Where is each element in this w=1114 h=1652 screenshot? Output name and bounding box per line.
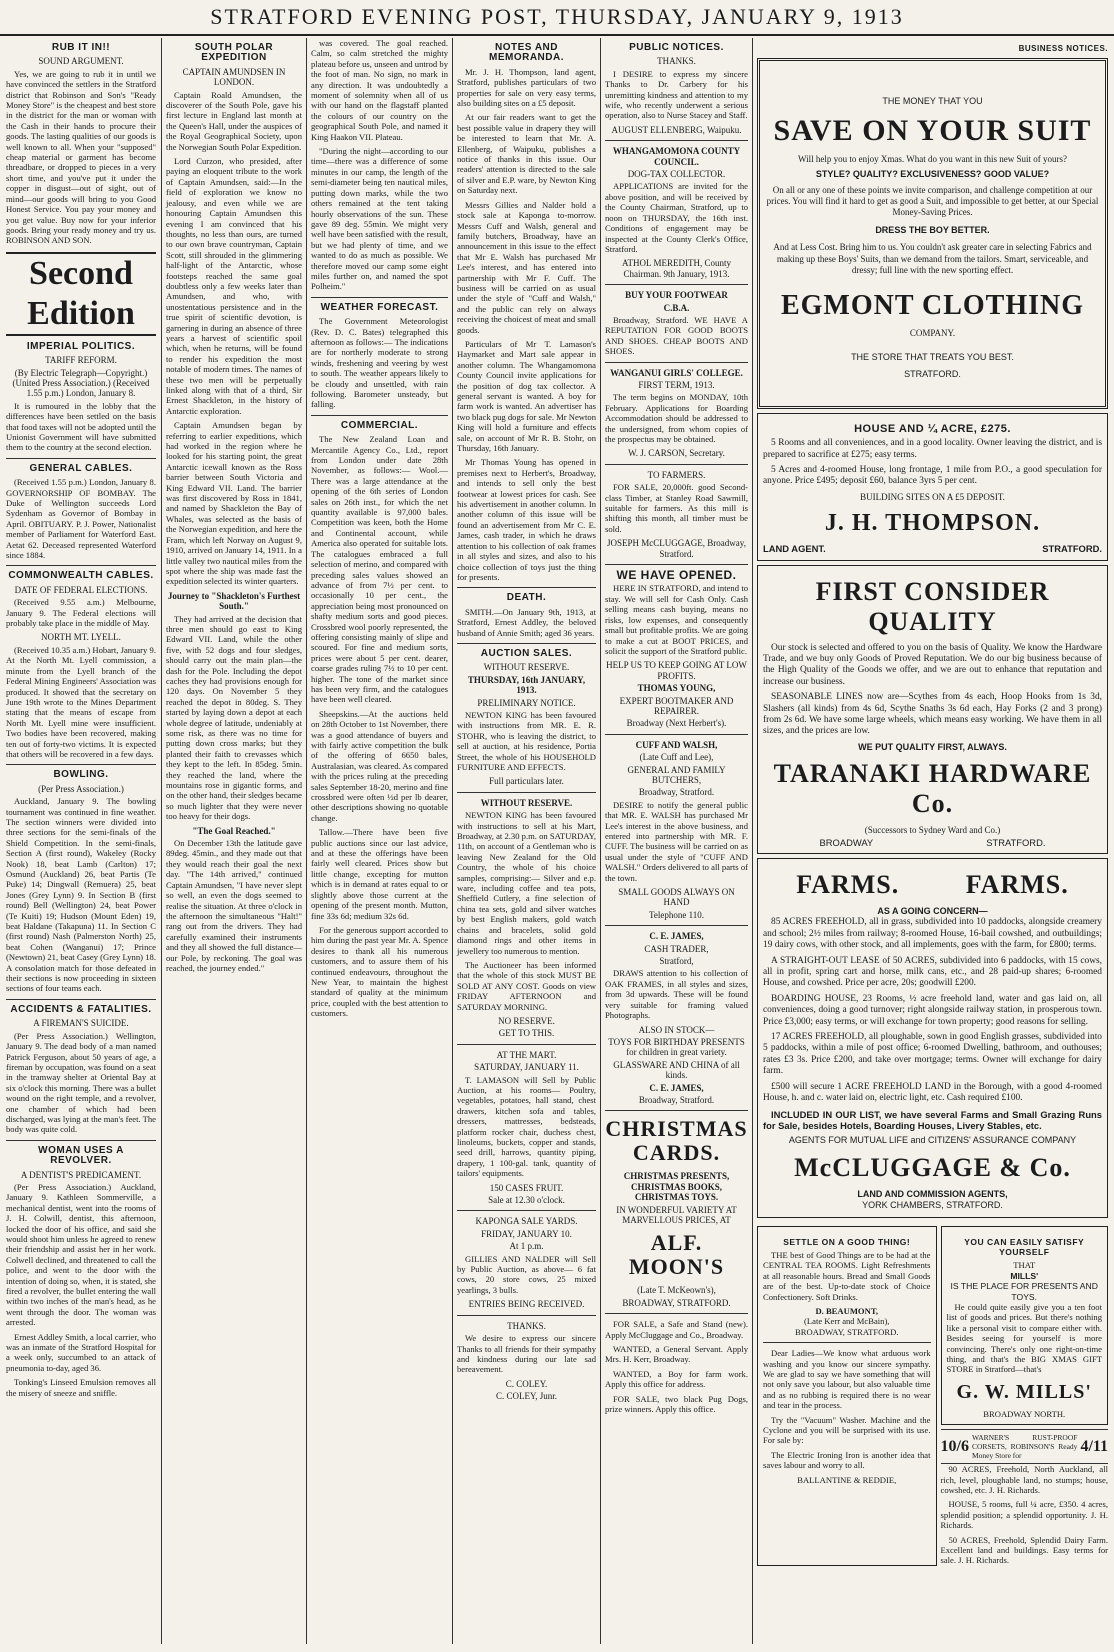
ad-line: W. J. CARSON, Secretary. (628, 448, 725, 459)
ad-line: Broadway, Stratford. (638, 787, 715, 798)
ad-line: AUGUST ELLENBERG, Waipuku. (611, 124, 742, 135)
ad-line: C.B.A. (663, 302, 690, 313)
ad-line: AT THE MART. (496, 1049, 557, 1060)
ad-line: THURSDAY, 16th JANUARY, 1913. (467, 674, 586, 696)
subheadline: CAPTAIN AMUNDSEN IN LONDON. (182, 66, 286, 88)
ad-line: TOYS FOR BIRTHDAY PRESENTS for children in great variety. (608, 1036, 745, 1058)
ad-line: ALSO IN STOCK— (638, 1024, 715, 1035)
article-text: Lord Curzon, who presided, after paying an eloquent tribute to the work of Captain Amundsen, said:—In the field of exploration we know no jealousy, and even while we are honouring Captain Amundsen this evening I am convinced that his thoughts, no less than ours, are turned to our own brave countryman, Captain Scott, still shrouded in the glimmering half-light of the Antarctic, whose footsteps reached the same goal doubtless only a few weeks later than Amundsen, and who, with unostentatious persistence and in the true spirit of scientific devotion, is garnering in during an absence of three years a harvest of scientific spoil which, when he returns, will be found to render his expedition the most notable of modern times. The names of these two men will be perpetually linked along with that of a third, Sir Ernest Shackleton, in the history of Antarctic exploration. (166, 156, 302, 416)
ad-text: INCLUDED IN OUR LIST, we have several Farms and Small Grazing Runs for Sale, besides Hotels, Boarding Houses, Livery Stables, etc. (763, 1108, 1102, 1131)
ad-line: 150 CASES FRUIT. (489, 1182, 564, 1193)
subheadline: A DENTIST'S PREDICAMENT. (20, 1169, 142, 1180)
ad-line: TO FARMERS. (647, 469, 706, 480)
ad-text: BOARDING HOUSE, 23 Rooms, ½ acre freehold land, water and gas laid on, all conveniences, doing a good turnover; right alongside railway station, in prosperous town. Price £3,000; easy terms, or will exchange for town property; good reasons for selling. (763, 993, 1102, 1027)
taranaki-hardware-ad (757, 565, 1108, 854)
headline: COMMERCIAL. (340, 419, 419, 431)
ad-line: KAPONGA SALE YARDS. (475, 1216, 578, 1227)
ad-line: Broadway (Next Herbert's). (626, 718, 727, 729)
article-text: The New Zealand Loan and Mercantile Agency Co., Ltd., report from London under date 28th November, as follows:— Wool.—There was a large attendance at the opening of the 6th series of London sales on 26th inst., for which the net quantity available is 97,000 bales. Competition was keen, both the Home and Continental account, while America also operated for suitable lots. The catalogues embraced a full selection of merino, and compared with preceding sales values showed an advance of from 7½ per cent. to occasionally 10 per cent., the appreciation being most pronounced on shafty medium sorts and good pieces. Crossbred wool poorly represented, the offering consisting mainly of slipe and scoured. For fine and medium sorts, prices were about 5 per cent. dearer, coarse grades ruling 7½ to 10 per cent. higher. The tone of the market since has been very firm, and the catalogues have been well cleared. (311, 434, 448, 705)
article-text: Mr. J. H. Thompson, land agent, Stratford, publishes particulars of two properties for sale on very easy terms, also building sites on a £5 deposit. (457, 66, 596, 109)
ad-line: ENTRIES BEING RECEIVED. (468, 1299, 585, 1310)
ad-line: Will help you to enjoy Xmas. What do you want in this new Suit of yours? (798, 153, 1067, 164)
ad-text: £500 will secure 1 ACRE FREEHOLD LAND in the Borough, with a good 4-roomed House, h. and c. water laid on, electric light, etc. Cash required £100. (763, 1081, 1102, 1104)
ad-line: BUY YOUR FOOTWEAR (625, 290, 728, 301)
ad-line: AGENTS FOR MUTUAL LIFE and CITIZENS' ASSURANCE COMPANY (788, 1135, 1077, 1146)
article-text: (Per Press Association.) Wellington, January 9. The dead body of a man named Patrick Ferguson, about 50 years of age, a fireman by occupation, was found on a seat in the tramway shelter at Oriental Bay at six o'clock this morning. There was a bullet wound on the right temple, and a revolver, one chamber of which had been discharged, was lying at the man's feet. The body was quite cold. (6, 1030, 156, 1135)
article-text: It is rumoured in the lobby that the differences have been settled on the basis that food taxes will not be adopted until the Unionist Government will have submitted them to the country at the second election. (6, 400, 156, 453)
ad-line: HOUSE AND ¼ ACRE, £275. (854, 422, 1011, 435)
ad-text: He could quite easily give you a ten foot list of goods and prices. But there's nothing like a personal visit to compare either with. Besides seeing for yourself is more convincing. There's only one right-on-time thing, and that's the BIG XMAS GIFT STORE in Stratford—that's (946, 1301, 1102, 1375)
ad-line: And at Less Cost. Bring him to us. You couldn't ask greater care in selecting Fabrics and making up these Boys' Suits, than we demand from the tailors. Smart, serviceable, and dressy; full line with the new sporting effect. (773, 242, 1092, 276)
column-6 (753, 38, 1112, 1644)
ad-text: DESIRE to notify the general public that MR. E. WALSH has purchased Mr Lee's interest in the above business, and entered into partnership with MR. F. CUFF. The business will be carried on as usual under the style of "CUFF AND WALSH." Orders delivered to all parts of the town. (605, 799, 748, 883)
ad-text: We desire to express our sincere Thanks to all friends for their sympathy and kindness during our late sad bereavement. (457, 1333, 596, 1375)
ad-line: WITHOUT RESERVE. (483, 662, 570, 673)
headline: PUBLIC NOTICES. (629, 42, 724, 53)
ad-line: Broadway, Stratford. (638, 1094, 715, 1105)
mccluggage-farms-ad (757, 858, 1108, 1218)
article-text: Sheepskins.—At the auctions held on 28th October to 1st November, there was a good attendance of buyers and with fairly active competition the bulk of the offering of 6650 bales, Australasian, was cleared. As compared with the prices ruling at the preceding sales September 18-20, merino and fine crossbred were often ½d per lb dearer, other descriptions showing no quotable change. (311, 708, 448, 823)
ad-line: DOG-TAX COLLECTOR. (627, 169, 726, 180)
article-text: (Per Press Association.) Auckland, January 9. Kathleen Sommerville, a mechanical dentist, went into the rooms of J. H. Colwill, dentist, this afternoon, locked the door of his office, and said she would shoot him unless he agreed to renew their friendship and assist her in her work. Colwell declined, and threatened to call the police, and went to the door with the intention of doing so, when, it is stated, she fired a revolver, the bullet entering the wall within two inches of the man's head, as he went through the door. The woman was arrested. (6, 1181, 156, 1328)
egmont-clothing-ad (757, 58, 1108, 408)
ad-line: Telephone 110. (648, 909, 705, 920)
ad-line: GET TO THIS. (498, 1028, 555, 1039)
ad-line: (Late T. McKeown's), (637, 1285, 716, 1296)
article-text: Captain Amundsen began by referring to earlier expeditions, which had worked in the region where he looked for his starting point, the great Antarctic icewall known as the Ross barrier between South Victoria and King Edward VII. Land. The barrier was first discovered by Ross in 1841, and named by Shackleton the Bay of Whales, was selected as the basis of the Norwegian expedition, and here the Fram, which left Norway on August 9, 1910, arrived on January 14, 1911. In a little valley two nautical miles from the spot where the ship was made fast the expedition selected its winter quarters. (166, 420, 302, 587)
ad-title: FARMS. (965, 870, 1069, 899)
headline: RUB IT IN!! (51, 42, 111, 53)
ad-text: DRAWS attention to his collection of OAK FRAMES, in all styles and sizes, from 3d upwards. These will be found very suitable for framing valued Photographs. (605, 968, 748, 1021)
ad-title: J. H. THOMPSON. (824, 510, 1041, 537)
ad-line: THE MONEY THAT YOU (882, 96, 983, 107)
ad-text: I DESIRE to express my sincere Thanks to Dr. Carbery for his unremitting kindness and attention to my wife, who recently underwent a serious operation, also to Nurse Stacey and Staff. (605, 68, 748, 121)
subheadline: SOUND ARGUMENT. (38, 56, 124, 67)
article-text: (Received 9.55 a.m.) Melbourne, January 9. The Federal elections will probably take place in the middle of May. (6, 597, 156, 629)
article-text: Ernest Addley Smith, a local carrier, who was an inmate of the Stratford Hospital for a week only, succumbed to an attack of pneumonia to-day, aged 36. (6, 1331, 156, 1373)
corset-ad (941, 1429, 1109, 1464)
ad-text: Dear Ladies—We know what arduous work washing and you know our sincere sympathy. We are glad to say we have something that will not only save you labour, but also valuable time and as no rubbing is required there is no wear and tear in the process. (763, 1348, 931, 1411)
ad-line: IS THE PLACE FOR PRESENTS AND TOYS. (950, 1281, 1098, 1302)
ad-line: PRELIMINARY NOTICE. (477, 697, 576, 708)
ad-text: A STRAIGHT-OUT LEASE of 50 ACRES, subdivided into 6 paddocks, with 15 cows, all in profit, spring cart and horse, milk cans, etc., and 28 paid-up shares; 6-roomed House, and cowshed. Price per acre, 20s; goodwill £200. (763, 955, 1102, 989)
ad-line: WITHOUT RESERVE. (480, 797, 573, 808)
ad-line: COMPANY. (909, 328, 956, 339)
article-text: On December 13th the latitude gave 89deg. 45min., and they made out that they would reach their goal the next day. "The 14th arrived," continued Captain Amundsen, "I have never slept so well, an even the dogs seemed to realise the situation. At three o'clock in the afternoon the simultaneous "Halt!" rang out from the drivers. They had carefully examined their instruments and they all showed the full distance—our Pole, by reckoning. The goal was reached, the journey ended." (166, 838, 302, 973)
ad-title: FIRST CONSIDER QUALITY (815, 576, 1050, 636)
ad-text: 5 Rooms and all conveniences, and in a good locality. Owner leaving the district, and is prepared to sacrifice at £275; easy terms. (763, 438, 1102, 460)
article-text: For the generous support accorded to him during the past year Mr. A. Spence desires to thank all his numerous customers, and to assure them of his continued endeavours, throughout the New Year, to maintain the highest standard of quality at the minimum price, coupled with the best attention to customers. (311, 924, 448, 1019)
classified-ad: 50 ACRES, Freehold, Splendid Dairy Farm. Excellent land and buildings. Easy terms for sale. J. H. Richards. (940, 1534, 1108, 1566)
mills-ad (941, 1226, 1109, 1426)
ad-line: C. E. JAMES, (649, 1082, 704, 1093)
column-1 (2, 38, 160, 1644)
central-tea-rooms-ad (757, 1226, 937, 1566)
ad-line: BROADWAY, STRATFORD. (795, 1326, 899, 1337)
ad-line: WANGANUI GIRLS' COLLEGE. (610, 367, 743, 378)
ad-text: HERE IN STRATFORD, and intend to stay. We will sell for Cash Only. Cash selling means cash buying, means no risks, low expenses, and consequently small but profitable profits. We are going to make a cut at BOOT PRICES, and solicit the support of the Stratford public. (605, 583, 748, 656)
ad-line: Sale at 12.30 o'clock. (488, 1195, 565, 1206)
article-text: The Government Meteorologist (Rev. D. C. Bates) telegraphed this afternoon as follows:— The indications are for northerly moderate to strong winds, freshening and veering by west to south. The weather appears likely to be cloudy and unsettled, with rain following. Barometer unsteady, but falling. (311, 316, 448, 410)
ad-text: NEWTON KING has been favoured with instructions to sell at his Mart, Broadway, at 2.30 p.m. on SATURDAY, 11th, on account of a Gentleman who is leaving New Zealand for the Old Country, the whole of his choice samples, comprising:— Silver and e.p. ware, including coffee and tea pots, Sheffield Cutlery, a fine selection of china tea sets, gold and silver watches by best English makers, gold watch chains and bracelets, solid gold diamond rings and other items in jewellery too numerous to mention. (457, 810, 596, 956)
classified-ad: 90 ACRES, Freehold, North Auckland, all rich, level, ploughable land, no stumps; house, cowshed, etc. J. H. Richards. (940, 1464, 1108, 1496)
ad-text: 85 ACRES FREEHOLD, all in grass, subdivided into 10 paddocks, alongside creamery and school; 2½ miles from railway; 8-roomed House, 16-bail cowshed, and outbuildings; 19 dairy cows, with other stock, and all implements, goes with the farm, for £800; terms. (763, 917, 1102, 951)
ad-title: TARANAKI HARDWARE Co. (773, 759, 1092, 819)
ad-text: THE best of Good Things are to be had at the CENTRAL TEA ROOMS. Light Refreshments at all reasonable hours. Bread and Small Goods are of the best. Up-to-date stock of Choice Confectionery. Soft Drinks. (763, 1249, 931, 1302)
article-text: Tonking's Linseed Emulsion removes all the misery of sneeze and sniffle. (6, 1377, 156, 1398)
classified-ad: WANTED, a Boy for farm work. Apply this office for address. (605, 1368, 748, 1390)
price-new: 4/11 (1080, 1437, 1108, 1455)
ad-text: T. LAMASON will Sell by Public Auction, at his rooms— Poultry, vegetables, potatoes, hall stand, chest drawers, kitchen sofa and tables, dressers, mattresses, bedsteads, platform rocker chair, duchess chest, linoleums, buckets, copper and stands, seed drill, harrows, quantity piping, drapery, 1 100-gal. tank, quantity of tailors' equipments. (457, 1074, 596, 1179)
ad-line: LAND AGENT. (763, 543, 826, 555)
article-text: was covered. The goal reached. Calm, so calm stretched the mighty plateau before us, unseen and untrod by the foot of man. No sign, no mark in any direction. It was undoubtedly a moment of solemnity when all of us with our hand on the flagstaff planted the colours of our country on the geographical South Pole, and named it King Haakon VII. Plateau. (311, 38, 448, 142)
ad-text: NEWTON KING has been favoured with instructions from MR. E. R. STOHR, who is leaving the district, to sell at auction, at his residence, Portia Street, the whole of his HOUSEHOLD FURNITURE AND EFFECTS. (457, 709, 596, 772)
headline: DEATH. (506, 592, 547, 604)
headline: SOUTH POLAR EXPEDITION (194, 42, 274, 64)
ad-title: FARMS. (796, 870, 900, 899)
article-text: Messrs Gillies and Nalder hold a stock sale at Kaponga to-morrow. Messrs Cuff and Walsh, general and family butchers, Broadway, have an announcement in this issue to the effect that Mr E. Walsh has purchased Mr Lee's interest, and has entered into partnership with Mr F. Cuff. The business will be carried on as usual under the style of "Cuff and Walsh," and the public can rely on always receiving the choicest of meat and small goods. (457, 199, 596, 335)
ad-title: G. W. MILLS' (956, 1380, 1092, 1403)
subheadline: (Per Press Association.) (38, 783, 124, 794)
ad-line: LAND AND COMMISSION AGENTS, (857, 1188, 1008, 1199)
ad-line: SMALL GOODS ALWAYS ON HAND (618, 887, 735, 908)
mills-column (941, 1222, 1109, 1570)
headline: AUCTION SALES. (480, 647, 573, 659)
ad-line: At 1 p.m. (509, 1241, 544, 1252)
subheadline: NORTH MT. LYELL. (41, 632, 121, 643)
ad-line: THANKS. (657, 56, 696, 67)
headline: GENERAL CABLES. (29, 462, 133, 474)
ad-line: BROADWAY NORTH. (983, 1408, 1066, 1419)
ad-text: 5 Acres and 4-roomed House, long frontage, 1 mile from P.O., a good speculation for anyone. Price £495; deposit £60, balance 3yrs 5 per cent. (763, 464, 1102, 487)
ad-line: C. COLEY, Junr. (495, 1391, 558, 1402)
ad-title: SAVE ON YOUR SUIT (773, 113, 1092, 147)
classified-ad: HOUSE, 5 rooms, full ¼ acre, £350. 4 acres, splendid position; a splendid opportunity. J. H. Richards. (940, 1499, 1108, 1531)
ad-line: D. BEAUMONT, (815, 1305, 879, 1316)
ad-line: SETTLE ON A GOOD THING! (783, 1236, 911, 1247)
ad-line: AS A GOING CONCERN— (877, 906, 988, 916)
article-text: Captain Roald Amundsen, the discoverer of the South Pole, gave his first lecture in England last month at the Queen's Hall, under the auspices of the Royal Geographical Society, upon the Norwegian South Polar Expedition. (166, 89, 302, 152)
ad-text: APPLICATIONS are invited for the above position, and will be received by the County Chairman, Stratford, up to noon on THURSDAY, the 16th inst. Conditions of engagement may be inspected at the County Clerk's Office, Stratford. (605, 181, 748, 254)
ad-line: FIRST TERM, 1913. (638, 379, 715, 390)
ad-line: (Successors to Sydney Ward and Co.) (864, 825, 1001, 836)
ad-headline: WE HAVE OPENED. (616, 568, 737, 583)
ad-text: The term begins on MONDAY, 10th February. Applications for Boarding Accommodation should be addressed to the undersigned, from whom copies of the prospectus may be obtained. (605, 392, 748, 444)
headline: BOWLING. (53, 769, 109, 781)
article-text: Yes, we are going to rub it in until we have convinced the settlers in the Stratford district that Robinson and Son's "Ready Money Store" is the cheapest and best store in the district for the man or woman with the Cash in their hands to procure their goods. The lasting qualities of our goods is well known to all. When your "supposed" cheap material or garment has become threadbare, or dropped to pieces in a very short time, and you've put it under the copper in disgust—out of sight, out of mind—our goods will bring to you Good Honest Service. You pay your money and you get value. Buy now for your inferior goods. Bring your ready money and try us. ROBINSON AND SON. (6, 68, 156, 246)
ad-text: GILLIES AND NALDER will Sell by Public Auction, as above— 6 fat cows, 20 store cows, 25 mixed yearlings, 3 bulls. (457, 1253, 596, 1295)
subheadline: "The Goal Reached." (192, 825, 276, 836)
ad-line: THANKS. (507, 1320, 546, 1331)
christmas-cards-ad-title: CHRISTMAS CARDS. (605, 1116, 748, 1166)
headline: WOMAN USES A REVOLVER. (38, 1144, 124, 1167)
ad-line: On all or any one of these points we invite comparison, and challenge competition at our prices. You will find it hard to get as good a Suit, and impossible to get better, at our Special Money-Saving Prices. (766, 184, 1099, 218)
ad-text: Broadway, Stratford. WE HAVE A REPUTATION FOR GOOD BOOTS AND SHOES. CHEAP BOOTS AND SHOES. (605, 314, 748, 357)
ad-line: BROADWAY, STRATFORD. (622, 1297, 731, 1308)
ad-line: CUFF AND WALSH, (635, 739, 718, 750)
ad-line: (Late Cuff and Lee), (639, 752, 714, 763)
classified-ad: FOR SALE, two black Pug Dogs, prize winners. Apply this office. (605, 1393, 748, 1415)
ad-line: MILLS' (1010, 1270, 1039, 1281)
ad-title: McCLUGGAGE & Co. (794, 1152, 1071, 1182)
ad-text: FOR SALE, 20,000ft. good Second-class Timber, at Stanley Road Sawmill, suitable for farmers. As this mill is shifting this month, all timber must be sold. (605, 482, 748, 534)
ad-line: YORK CHAMBERS, STRATFORD. (862, 1200, 1003, 1211)
headline: NOTES AND MEMORANDA. (489, 42, 564, 64)
article-text: Tallow.—There have been five public auctions since our last advice, and at these the offerings have been fairly well cleared. Prices show but little change, excepting for mutton which is in demand at rates equal to or slightly above those current at the opening of the present month. Mutton, fine 33s 6d; medium 32s 6d. (311, 827, 448, 921)
ad-text: 17 ACRES FREEHOLD, all ploughable, sown in good English grasses, subdivided into 5 paddocks, within a mile of post office; 6-roomed Dwelling, bathroom, and outhouses; rates £3 3s. Price £200, and take over mortgage; terms. Owner will exchange for dairy farm. (763, 1032, 1102, 1077)
article-text: (Received 10.35 a.m.) Hobart, January 9. At the North Mt. Lyell commission, a minute from the Lyell branch of the Federal Mining Engineers' Association was produced. It showed that the secretary on June 19th wrote to the Mines Department stating that the means of escape from North Mt. Lyell mine were insufficient. Two bodies have been recovered, making ten out of forty-two victims. It is expected that others will be recovered in a few days. (6, 644, 156, 759)
ad-line: (Late Kerr and McBain), (804, 1316, 890, 1327)
ad-line: EXPERT BOOTMAKER AND REPAIRER. (619, 695, 734, 716)
dateline: (By Electric Telegraph—Copyright.) (United Press Association.) (Received 1.55 p.m.) London, January 8. (12, 367, 150, 399)
headline: COMMONWEALTH CABLES. (8, 570, 154, 582)
subheadline: A FIREMAN'S SUICIDE. (33, 1018, 129, 1029)
ad-line: THAT (1013, 1260, 1036, 1271)
ad-line: HELP US TO KEEP GOING AT LOW PROFITS. (606, 660, 747, 681)
ad-line: ATHOL MEREDITH, County Chairman. 9th January, 1913. (622, 258, 731, 279)
headline: ACCIDENTS & FATALITIES. (10, 1003, 152, 1015)
ad-text: Our stock is selected and offered to you on the basis of Quality. We know the Hardware Trade, and we buy only Goods of Proved Reputation. We do our big business because of the High Quality of the Goods we offer, and we are out to enhance that reputation and increase our business. (763, 642, 1102, 687)
article-text: Auckland, January 9. The bowling tournament was continued in fine weather. The section winners were divided into three sections for the semi-finals of the Shield Competition. In the semi-finals, Section A (first round), Wakeley (Rocky Nook) 18, beat Lamb (Carlton) 17; Osmund (Auckland) 26, beat Partis (Te Puke) 14; Dingwall (Remuera) 25, beat Jones (Grey Lynn) 9. In Section B (first round) Bell (Wellington) 24, beat Power (Te Kuiti) 19; Hudson (Mount Eden) 19, beat Haldane (Takapuna) 11. In Section C (first round) Nash (Palmerston North) 25, beat Cohen (Wanganui) 17; Prince (Newtown) 21, beat Casey (Grey Lynn) 18. A consolation match for those defeated in their sections is now proceeding in sixteen sections of four teams each. (6, 796, 156, 994)
article-text: At our fair readers want to get the best possible value in drapery they will be interested to learn that Mr. A. Ellenberg, of Waipuku, publishes a notice of thanks in this issue. Our readers' attention is directed to the sale of silver and E.P. ware, by Newton King on Saturday next. (457, 112, 596, 196)
ad-text: The Auctioneer has been informed that the whole of this stock MUST BE SOLD AT ANY COST. Goods on view FRIDAY AFTERNOON and SATURDAY MORNING. (457, 959, 596, 1012)
ad-line: SATURDAY, JANUARY 11. (474, 1062, 579, 1073)
ad-line: DRESS THE BOY BETTER. (875, 224, 990, 235)
subheadline: DATE OF FEDERAL ELECTIONS. (14, 584, 148, 595)
column-2 (162, 38, 306, 1644)
ad-line: C. E. JAMES, (649, 931, 704, 942)
ad-line: BROADWAY (819, 836, 874, 848)
death-notice: SMITH.—On January 9th, 1913, at Stratford, Ernest Addley, the beloved husband of Annie Smith; aged 36 years. (457, 606, 596, 638)
column-3 (307, 38, 452, 1644)
ad-title: EGMONT CLOTHING (780, 290, 1085, 322)
headline: IMPERIAL POLITICS. (26, 340, 136, 352)
classified-ad: WANTED, a General Servant. Apply Mrs. H. Kerr, Broadway. (605, 1344, 748, 1365)
ad-line: STRATFORD. (986, 836, 1046, 848)
ad-line: FRIDAY, JANUARY 10. (481, 1228, 572, 1239)
headline: WEATHER FORECAST. (320, 301, 439, 313)
classified-ad: FOR SALE, a Safe and Stand (new). Apply McCluggage and Co., Broadway. (605, 1319, 748, 1340)
ad-line: STYLE? QUALITY? EXCLUSIVENESS? GOOD VALUE? (815, 169, 1050, 180)
article-text: Mr Thomas Young has opened in premises next to Herbert's, Broadway, and intends to sell only the best footwear at lowest prices for cash. See his advertisement in another column. In another column of this issue will be found an advertisement from Mr C. E. James, cash trader, in which he draws attention to his collection of oak frames in all styles and sizes, and also to his choice collection of toys just the thing for presents. (457, 457, 596, 582)
masthead: STRATFORD EVENING POST, THURSDAY, JANUARY 9, 1913 (0, 0, 1114, 36)
article-text: Particulars of Mr T. Lamason's Haymarket and Mart sale appear in another column. The Whangamomona County Council invite applications for the position of dog tax collector. A general servant is wanted. A boy for farm work is wanted. An advertiser has two black pug dogs for sale. Mr Newton King will hold a furniture and effects sale, on account of Mr R. B. Stohr, on Thursday, 16th January. (457, 338, 596, 454)
alf-moons-title: ALF. MOON'S (628, 1230, 725, 1280)
thompson-ad (757, 413, 1108, 561)
ad-line: Full particulars later. (489, 776, 564, 787)
ad-line: BALLANTINE & REDDIE, (797, 1474, 897, 1485)
article-text: (Received 1.55 p.m.) London, January 8. GOVERNORSHIP OF BOMBAY. The Duke of Wellington succeeds Lord Sydenham as Governor of Bombay in April. OBITUARY. P. J. Power, Nationalist member of Parliament for Waterford East. Aetat 62. Deceased represented Waterford since 1884. (6, 477, 156, 561)
ad-line: JOSEPH McCLUGGAGE, Broadway, Stratford. (607, 538, 746, 559)
ad-text: Try the "Vacuum" Washer. Machine and the Cyclone and you will be surprised with its use. For sale by: (763, 1414, 931, 1446)
ad-line: THOMAS YOUNG, (637, 683, 716, 694)
ad-line: THE STORE THAT TREATS YOU BEST. (851, 351, 1014, 362)
ad-line: WE PUT QUALITY FIRST, ALWAYS. (858, 741, 1007, 752)
ad-line: YOU CAN EASILY SATISFY YOURSELF (964, 1236, 1085, 1257)
ad-line: CHRISTMAS PRESENTS, CHRISTMAS BOOKS, CHRISTMAS TOYS. (623, 1171, 730, 1203)
ad-line: C. COLEY. (505, 1378, 548, 1389)
ad-line: WHANGAMOMONA COUNTY COUNCIL. (612, 146, 741, 167)
subheadline: Journey to "Shackleton's Furthest South." (167, 590, 301, 612)
ad-line: GLASSWARE AND CHINA of all kinds. (613, 1059, 740, 1081)
ad-line: STRATFORD. (904, 369, 961, 380)
column-4 (453, 38, 600, 1644)
ad-line: NO RESERVE. (498, 1015, 555, 1026)
ad-line: GENERAL AND FAMILY BUTCHERS, (627, 764, 726, 785)
ad-line: Stratford, (659, 956, 694, 967)
ad-line: IN WONDERFUL VARIETY AT MARVELLOUS PRICES, AT (616, 1204, 737, 1225)
ad-line: CASH TRADER, (644, 943, 709, 954)
article-text: "During the night—according to our time—there was a difference of some minutes in our camp, the length of the semi-diameter being ten nautical miles, putting down marks, while the two others remained at the tent taking hourly observations of the sun. These gave 89 deg. 55min. We might very well have been satisfied with the result, but we had plenty of time, and we wanted to do as much as possible. We therefore moved our camp some eight miles further on, and named the spot Polheim." (311, 146, 448, 292)
ad-line: BUILDING SITES ON A £5 DEPOSIT. (860, 491, 1005, 502)
article-text: They had arrived at the decision that three men should go east to King Edward VII. Land, while the other five, with 52 dogs and four sledges, should carry out the main plan—the dash for the Pole. Including the depot caches they had provisions enough for 120 days. On November 5 they reached the depot in 80deg. S. They started by laying down a depot at each whole degree of latitude, undeniably at some risk, as there was no time for putting down cross marks; but they planted their faith to crevasses which they kept to the left. In 85deg. 5min. they reached the land, where the mountains rose in gigantic forms, and on the other hand, their sledges became so much lighter that they were never too heavy for their dogs. (166, 613, 302, 822)
ad-text: WARNER'S RUST-PROOF CORSETS, ROBINSON'S Ready Money Store for (971, 1433, 1078, 1461)
ad-text: The Electric Ironing Iron is another idea that saves labour and worry to all. (763, 1449, 931, 1471)
ad-line: STRATFORD. (1042, 543, 1102, 555)
ad-text: SEASONABLE LINES now are—Scythes from 4s each, Hoop Hooks from 1s 3d, Slashers (all kinds) from 4s 6d, Scythe Snaths 3s 6d each, Hay Forks (2 and 3 prong) from 2s 6d. We have some large wheels, which means easy working. We have them in all sizes, and the prices are low. (763, 692, 1102, 737)
subheadline: TARIFF REFORM. (45, 355, 117, 366)
price-old: 10/6 (940, 1437, 969, 1455)
second-edition-banner: Second Edition (6, 252, 156, 336)
section-banner: BUSINESS NOTICES. (1018, 44, 1108, 53)
column-5 (601, 38, 752, 1644)
